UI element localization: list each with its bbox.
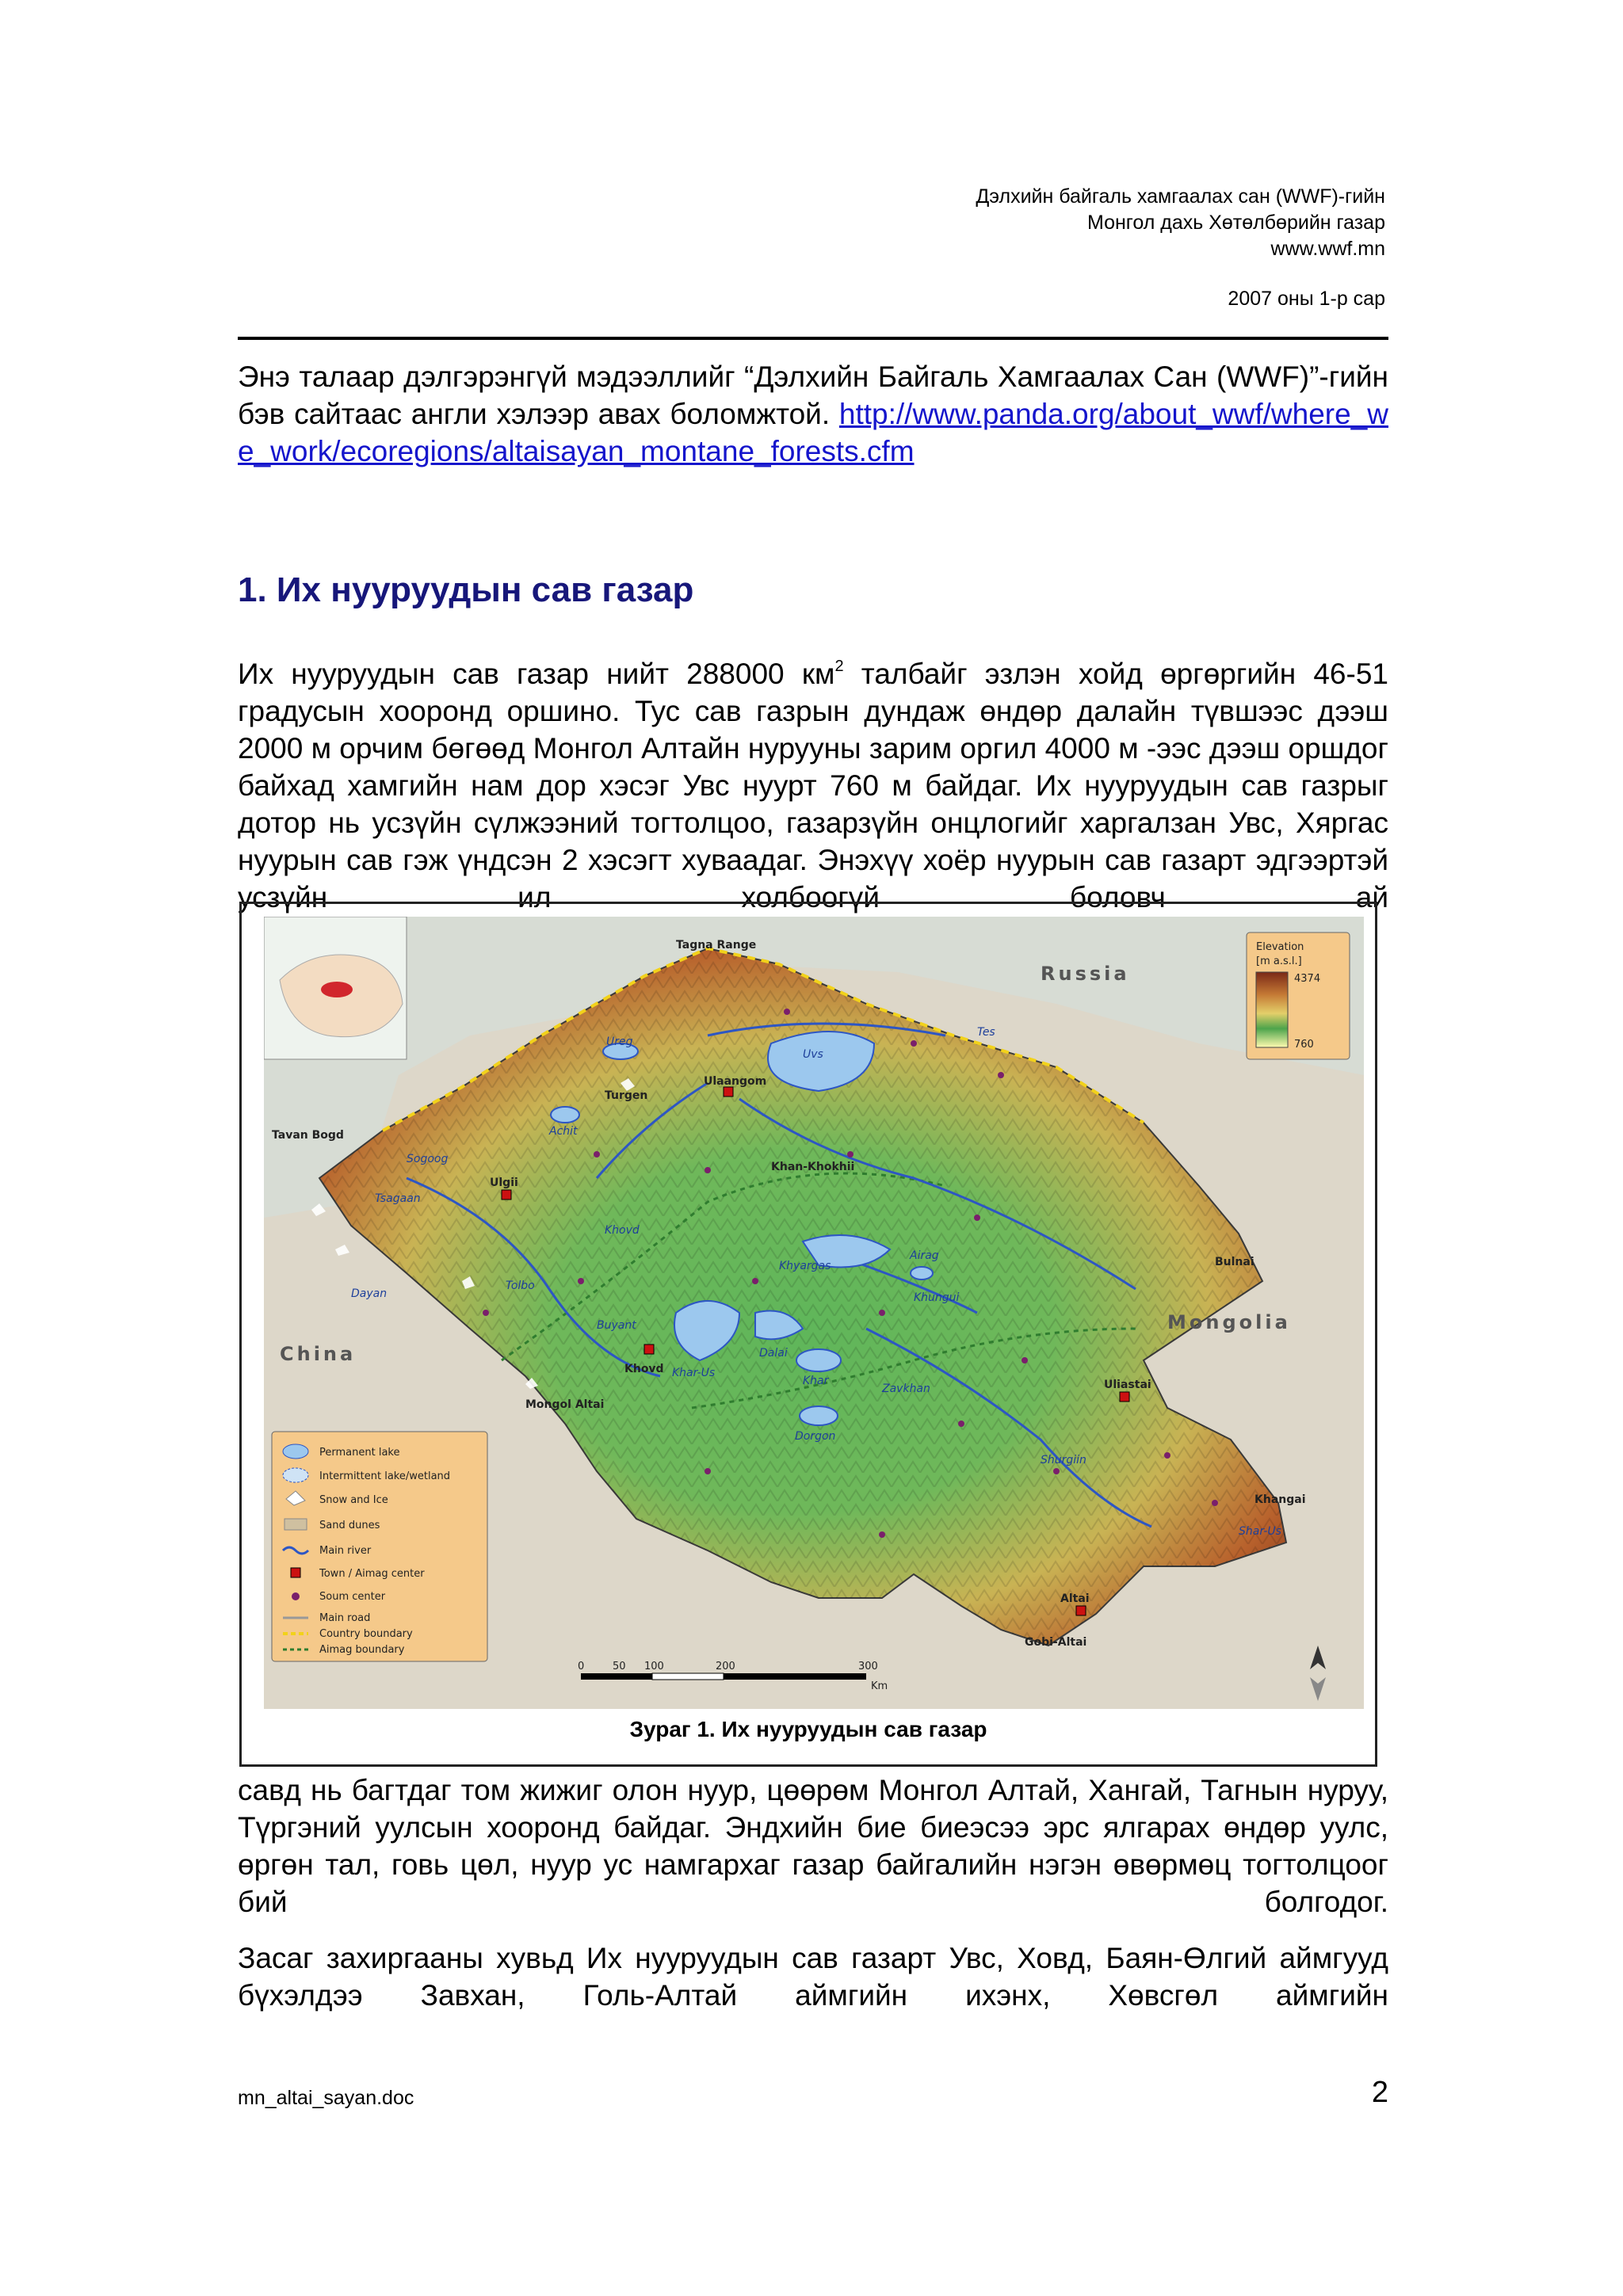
label-ureg: Ureg <box>606 1035 633 1048</box>
figure-caption: Зураг 1. Их нууруудын сав газар <box>629 1717 987 1741</box>
legend-country-boundary: Country boundary <box>319 1628 413 1640</box>
paragraph-3: Засаг захиргааны хувьд Их нууруудын сав газарт Увс, Ховд, Баян-Өлгий аймгууд бүхэлдээ Завхан, Голь-Алтай аймгийн ихэнх, Хөвсгөл аймгийн <box>238 1942 1388 2012</box>
header-org-line: Дэлхийн байгаль хамгаалах сан (WWF)-гийн <box>976 185 1385 208</box>
label-sogoog: Sogoog <box>407 1153 449 1165</box>
figure-box <box>239 902 1377 1767</box>
legend-aimag-boundary: Aimag boundary <box>319 1644 405 1656</box>
label-dorgon: Dorgon <box>795 1430 836 1443</box>
scale-50: 50 <box>613 1661 626 1672</box>
elevation-min: 760 <box>1294 1039 1314 1051</box>
header-program-line: Монгол дахь Хөтөлбөрийн газар <box>1086 212 1385 234</box>
label-russia: Russia <box>1041 963 1130 985</box>
scale-200: 200 <box>716 1661 735 1672</box>
footer-filename: mn_altai_sayan.doc <box>238 2087 414 2109</box>
label-khovd-river: Khovd <box>605 1224 640 1237</box>
paragraph-1-start: Их нууруудын сав газар нийт 288000 км <box>238 658 835 690</box>
label-mongolia: Mongolia <box>1167 1311 1291 1333</box>
elevation-legend-title: Elevation <box>1256 941 1304 953</box>
label-khar-us: Khar-Us <box>672 1367 716 1379</box>
elevation-gradient-bar <box>1256 972 1288 1047</box>
header-website: www.wwf.mn <box>1270 238 1385 260</box>
paragraph-2: савд нь багтдаг том жижиг олон нуур, цөөрөм Монгол Алтай, Хангай, Тагнын нуруу, Түргэний уулсын хооронд байдаг. Эндхийн бие биеэсээ эрс ялгарах өндөр уулс, өргөн тал, говь цөл, нуур ус намгархаг газар байгалийн нэгэн өвөрмөц тогтолцоог бий болгодог. <box>238 1774 1388 1918</box>
label-ulgii: Ulgii <box>490 1177 518 1189</box>
label-khovd-town: Khovd <box>624 1363 664 1375</box>
label-achit: Achit <box>549 1125 578 1138</box>
label-uvs: Uvs <box>803 1048 823 1061</box>
intro-paragraph <box>238 358 1388 470</box>
section-title: 1. Их нууруудын сав газар <box>238 570 694 609</box>
label-ulaangom: Ulaangom <box>704 1075 767 1088</box>
legend-soum-center: Soum center <box>319 1591 386 1603</box>
label-khangai: Khangai <box>1254 1493 1306 1506</box>
label-khungui: Khungui <box>914 1291 960 1304</box>
page-number: 2 <box>1371 2076 1388 2109</box>
label-tavan-bogd: Tavan Bogd <box>272 1129 344 1142</box>
symbol-legend <box>272 1432 487 1661</box>
label-altai: Altai <box>1060 1592 1090 1605</box>
scale-unit: Km <box>871 1680 888 1692</box>
airag-lake <box>911 1267 933 1280</box>
label-shar-us: Shar-Us <box>1239 1525 1281 1538</box>
label-khyargas: Khyargas <box>779 1260 831 1272</box>
scale-300: 300 <box>858 1661 878 1672</box>
label-tes: Tes <box>977 1026 995 1039</box>
label-china: China <box>280 1343 357 1365</box>
inset-highlight <box>321 982 353 997</box>
paragraph-1-rest: талбайг эзлэн хойд өргөргийн 46-51 градусын хооронд оршино. Тус сав газрын дундаж өндөр далайн түвшээс дээш 2000 м орчим бөгөөд Монгол Алтайн нурууны зарим оргил 4000 м -ээс дээш оршдог байхад хамгийн нам дор хэсэг Увс нуурт 760 м байдаг. Их нууруудын сав газрыг дотор нь усзүйн сүлжээний тогтолцоо, газарзүйн онцлогийг харгалзан Увс, Хяргас нуурын сав гэж үндсэн 2 хэсэгт хуваадаг. Энэхүү хоёр нуурын сав газарт эдгээртэй усзүйн ил холбоогүй боловч ай <box>238 658 1388 913</box>
label-airag: Airag <box>910 1249 939 1262</box>
achit-lake <box>551 1107 579 1123</box>
ulaangom-marker <box>724 1087 733 1097</box>
scale-0: 0 <box>578 1661 585 1672</box>
uliastai-marker <box>1120 1392 1129 1402</box>
scale-100: 100 <box>644 1661 664 1672</box>
label-turgen: Turgen <box>605 1089 648 1102</box>
dorgon-lake <box>800 1406 838 1425</box>
khar-lake <box>796 1349 841 1371</box>
ulgii-marker <box>502 1190 511 1199</box>
legend-permanent-lake: Permanent lake <box>319 1447 400 1459</box>
label-bulnai: Bulnai <box>1215 1256 1254 1268</box>
intro-text: Энэ талаар дэлгэрэнгүй мэдээллийг “Дэлхийн Байгаль Хамгаалах Сан (WWF)”-гийн бэв сайтаас англи хэлээр авах боломжтой. <box>238 360 1388 430</box>
elevation-legend <box>1247 933 1350 1059</box>
legend-intermittent-lake: Intermittent lake/wetland <box>319 1470 451 1482</box>
label-uliastai: Uliastai <box>1104 1379 1151 1391</box>
superscript: 2 <box>834 658 844 675</box>
legend-main-river: Main river <box>319 1545 372 1557</box>
header-date: 2007 оны 1-р сар <box>1228 288 1385 310</box>
legend-main-road: Main road <box>319 1612 371 1624</box>
header-rule <box>238 337 1388 340</box>
legend-town: Town / Aimag center <box>319 1568 425 1580</box>
label-gobi-altai: Gobi-Altai <box>1025 1636 1087 1649</box>
label-tsagaan: Tsagaan <box>375 1192 421 1205</box>
khovd-marker <box>644 1344 654 1354</box>
elevation-legend-unit: [m a.s.l.] <box>1256 955 1302 967</box>
legend-sand-dunes: Sand dunes <box>319 1520 380 1531</box>
label-tolbo: Tolbo <box>506 1280 535 1292</box>
label-tagna-range: Tagna Range <box>676 939 757 952</box>
label-zavkhan: Zavkhan <box>882 1383 930 1395</box>
label-mongol-altai: Mongol Altai <box>525 1398 605 1411</box>
label-khan-khokhii: Khan-Khokhii <box>771 1161 855 1173</box>
altai-marker <box>1076 1606 1086 1615</box>
label-dalai: Dalai <box>759 1347 788 1360</box>
great-lakes-basin-map <box>264 917 1364 1709</box>
elevation-max: 4374 <box>1294 973 1321 985</box>
legend-snow-ice: Snow and Ice <box>319 1494 388 1506</box>
paragraph-1 <box>238 648 1388 916</box>
document-header <box>976 184 1385 312</box>
wwf-link[interactable]: http://www.panda.org/about_wwf/where_we_work/ecoregions/altaisayan_montane_forests.cfm <box>238 398 1389 467</box>
label-shurgiin: Shurgiin <box>1041 1454 1086 1466</box>
label-khar: Khar <box>803 1375 829 1387</box>
label-buyant: Buyant <box>597 1319 636 1332</box>
label-dayan: Dayan <box>351 1287 388 1300</box>
